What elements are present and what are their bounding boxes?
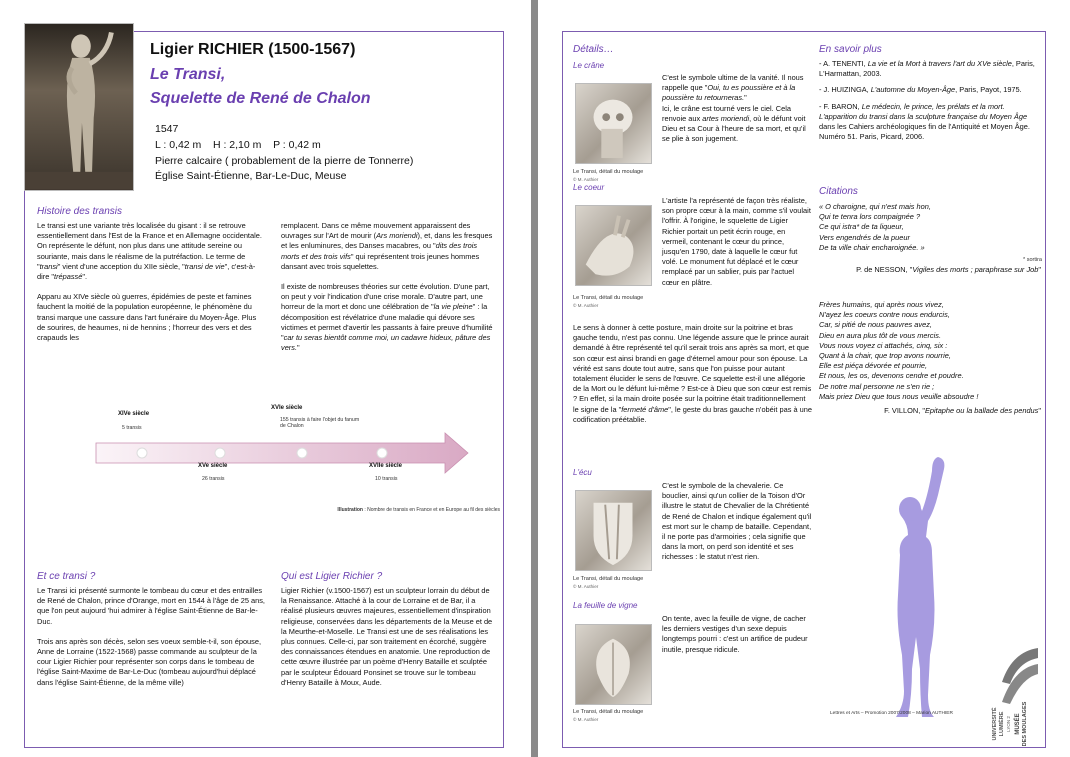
logo-musee: MUSÉE bbox=[1015, 713, 1021, 735]
work-location: Église Saint-Étienne, Bar-Le-Duc, Meuse bbox=[155, 170, 347, 182]
coeur-text-2: Le sens à donner à cette posture, main droite sur la poitrine et bras gauche tendu, n'est pas connu. Une légende assure que le prince aurait demandé à être représenté tel qu'il serait trois ans après sa mort, et que son cœur est ainsi brandi en gage d'éternel amour pour son épouse. La vérité est sans doute tout autre, sans que l'on puisse pour autant totalement élucider le sens de l'œuvre. Ce squelette est-il une allégorie de la Mort ou le défunt lui-même ? Est-ce à Dieu que son cœur est remis ? En effet, si la main droite posée sur la poitrine était traditionnellement le signe de la "fermeté d'âme", le geste du bras gauche n'obéit pas à une codification préétablie. bbox=[573, 323, 812, 424]
artist-title: Ligier RICHIER (1500-1567) bbox=[150, 41, 356, 58]
citation-2: Frères humains, qui après nous vivez, N'ayez les coeurs contre nous endurcis, Car, si pitié de nous pauvres avez, Dieu en aura plus tôt de vous mercis. Vous nous voyez ci attachés, cinq, six : Quant à la chair, que trop avons nourrie, Elle est piéça dévorée et pourrie, Et nous, les os, devenons cendre et poudre. De notre mal personne ne s'en rie ; Mais priez Dieu que tous nous veuille absoudre ! bbox=[819, 300, 979, 401]
logo-lyon: LYON 2 bbox=[1006, 716, 1011, 732]
crane-caption: Le Transi, détail du moulage © M. Authier bbox=[573, 169, 644, 183]
timeline-xvii: XVIIe siècle bbox=[369, 463, 403, 469]
timeline-xvi: XVIe siècle bbox=[271, 405, 303, 411]
timeline-caption: Illustration : Nombre de transis en France et en Europe au fil des siècles bbox=[337, 507, 500, 513]
et-ce-heading: Et ce transi ? bbox=[37, 571, 96, 582]
citation-1-note: * sortira bbox=[1023, 257, 1042, 263]
timeline bbox=[90, 405, 480, 505]
work-subtitle: Squelette de René de Chalon bbox=[150, 90, 371, 107]
logo-lumiere: LUMIÈRE bbox=[999, 711, 1005, 737]
histoire-col1: Le transi est une variante très localisée du gisant : il se retrouve essentiellement dans l'Est de la France et en Allemagne occidentale. On représente le défunt, non plus dans une attitude sereine ou souriante, mais dans le réalisme de la putréfaction. Le terme de "transi" vient d'une acception du XIIe siècle, "transi de vie", c'est-à-dire "trépassé". Apparu au XIVe siècle où guerres, épidémies de peste et famines fauchent la moitié de la population européenne, le phénomène du transi marque une cassure dans l'art funéraire du Moyen-Âge. Plus de sourires, de heaumes, ni de hennins ; l'horreur des vers et des crapauds les bbox=[37, 221, 262, 343]
work-dimensions: L : 0,42 m H : 2,10 m P : 0,42 m bbox=[155, 139, 321, 151]
timeline-xvii-note: 10 transis bbox=[375, 476, 398, 482]
ecu-label: L'écu bbox=[573, 468, 592, 477]
crane-photo bbox=[575, 83, 652, 164]
savoir-refs: - A. TENENTI, La vie et la Mort à travers l'art du XVe siècle, Paris, L'Harmattan, 2003. - J. HUIZINGA, L'automne du Moyen-Âge, Paris, Payot, 1975. - F. BARON, Le médecin, le prince, les prélats et la mort. L'apparition du transi dans la sculpture française du Moyen Âge dans les Cahiers archéologiques fin de l'Antiquité et Moyen Âge. Numéro 51. Paris, Picard, 2006. bbox=[819, 59, 1035, 142]
citation-2-author: F. VILLON, "Epitaphe ou la ballade des pendus" bbox=[884, 406, 1041, 415]
transi-photo bbox=[24, 23, 134, 191]
timeline-xiv: XIVe siècle bbox=[118, 411, 150, 417]
ecu-caption: Le Transi, détail du moulage © M. Authier bbox=[573, 576, 644, 590]
coeur-text: L'artiste l'a représenté de façon très réaliste, son propre cœur à la main, comme s'il voulait l'offrir. À l'origine, le squelette de Ligier Richier portait un petit écrin rouge, en vermeil, contenant le cœur du prince, jusqu'en 1790, date à laquelle le cœur fut volé. Le monument fut déplacé et le cœur remplacé par un sablier, puis par l'actuel cœur en plâtre. bbox=[662, 196, 811, 287]
work-title: Le Transi, bbox=[150, 66, 226, 83]
logo-universite: UNIVERSITÉ bbox=[992, 707, 998, 741]
et-ce-text: Le Transi ici présenté surmonte le tombeau du cœur et des entrailles de René de Chalon, prince d'Orange, mort en 1544 à l'âge de 25 ans, que l'on peut aujourd 'hui admirer à l'église Saint-Étienne de Bar-le-Duc. Trois ans après son décès, selon ses voeux semble-t-il, son épouse, Anne de Lorraine (1522-1568) passe commande au sculpteur de la cour Ligier Richier pour représenter son corps dans le tombeau de l'église Saint-Maxime de Bar-Le-Duc (tombeau aujourd'hui déplacé dans l'église Saint-Étienne, de la même ville) bbox=[37, 586, 265, 687]
citation-1: « O charoigne, qui n'est mais hon, Qui te tenra lors compaignée ? Ce qui istra* de ta liqueur, Vers engendrés de la pueur De ta ville chair encharoignée. » bbox=[819, 202, 931, 252]
feuille-text: On tente, avec la feuille de vigne, de cacher les derniers vestiges d'un sexe depuis longtemps pourri : c'est un artifice de pudeur inutile, presque ridicule. bbox=[662, 614, 808, 654]
details-heading: Détails… bbox=[573, 44, 614, 55]
timeline-xvi-note: 155 transis à faire l'objet du fanum de Chalon bbox=[280, 417, 360, 429]
coeur-label: Le coeur bbox=[573, 183, 605, 192]
ecu-text: C'est le symbole de la chevalerie. Ce bouclier, ainsi qu'un collier de la Toison d'Or illustre le statut de Chevalier de la Chrétienté de René de Chalon et indique également qu'il est mort sur le champ de bataille. Cependant, il ne porte pas d'armoiries ; cela signifie que dans la mort, on perd son identité et ses richesses : le statut n'est rien. bbox=[662, 481, 812, 562]
coeur-photo bbox=[575, 205, 652, 286]
university-logo bbox=[992, 644, 1044, 747]
coeur-caption: Le Transi, détail du moulage © M. Authier bbox=[573, 295, 644, 309]
work-date: 1547 bbox=[155, 123, 179, 135]
feuille-caption: Le Transi, détail du moulage © M. Authier bbox=[573, 709, 644, 723]
page-right bbox=[538, 0, 1070, 757]
savoir-heading: En savoir plus bbox=[819, 44, 882, 55]
timeline-xv-note: 26 transis bbox=[202, 476, 225, 482]
ecu-photo bbox=[575, 490, 652, 571]
logo-moulages: DES MOULAGES bbox=[1022, 701, 1028, 747]
timeline-xiv-note: 5 transis bbox=[122, 425, 142, 431]
work-material: Pierre calcaire ( probablement de la pierre de Tonnerre) bbox=[155, 155, 414, 167]
feuille-photo bbox=[575, 624, 652, 705]
crane-label: Le crâne bbox=[573, 61, 605, 70]
citations-heading: Citations bbox=[819, 186, 858, 197]
page-left bbox=[0, 0, 531, 757]
crane-text: C'est le symbole ultime de la vanité. Il nous rappelle que "Oui, tu es poussière et à la poussière tu retourneras." Ici, le crâne est tourné vers le ciel. Cela renvoie aux artes moriendi, où le défunt voit Dieu et sa Cour à l'heure de sa mort, et qu'il se plie à son jugement. bbox=[662, 73, 806, 144]
footer-text: Lettres et Arts – Promotion 2007/2008 – Marion AUTHIER bbox=[830, 711, 953, 716]
qui-text: Ligier Richier (v.1500-1567) est un sculpteur lorrain du début de la Renaissance. Attaché à la cour de Lorraine et de Bar, il a réalisé plusieurs œuvres majeures, essentiellement d'inspiration religieuse, conservées dans les départements de la Meuse et de la Meurthe-et-Moselle. Le Transi est une de ses réalisations les plus connues. Celle-ci, par son traitement en écorché, suggère des connaissances étendues en anatomie. Une reproduction de cette œuvre illustrée par un poème d'Henry Bataille et sculptée par le sculpteur Édouard Ponsinet se trouve sur le tombeau d'Henry Bataille à Moux, Aude. bbox=[281, 586, 493, 687]
transi-silhouette bbox=[868, 455, 978, 720]
qui-heading: Qui est Ligier Richier ? bbox=[281, 571, 383, 582]
histoire-col2: remplacent. Dans ce même mouvement apparaissent des ouvrages sur l'Art de mourir (Ars moriendi), et, dans les fresques et les enluminures, des Danses macabres, ou "dits des trois morts et des trois vifs" qui représentent trois jeunes hommes dansant avec trois squelettes. Il existe de nombreuses théories sur cette évolution. D'une part, on peut y voir l'indication d'une crise morale. D'autre part, une horreur de la mort et donc une célébration de "la vie pleine" : la décomposition est révélatrice d'une maladie qui dévore ses victimes et permet d'avertir les passants à faire preuve d'humilité "car tu seras bientôt comme moi, un cadavre hideux, pâture des vers." bbox=[281, 221, 493, 353]
timeline-xv: XVe siècle bbox=[198, 463, 228, 469]
citation-1-author: P. de NESSON, "Vigiles des morts ; paraphrase sur Job" bbox=[856, 265, 1041, 274]
feuille-label: La feuille de vigne bbox=[573, 601, 638, 610]
histoire-heading: Histoire des transis bbox=[37, 206, 123, 217]
